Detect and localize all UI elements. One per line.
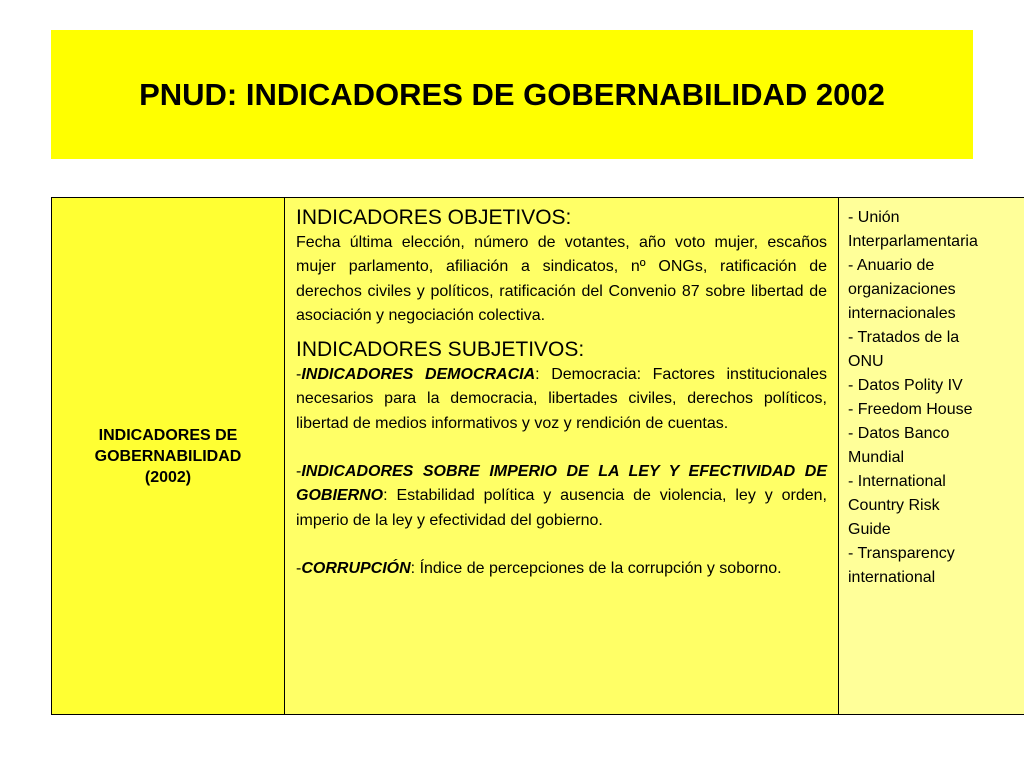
- item-text: : Democracia: Factores institucionales necesarios para la democracia, libertades civiles, derechos políticos, libertad de medios informativos y voz y rendición de cuentas.: [296, 366, 828, 432]
- table-cell-indicators: [285, 198, 839, 715]
- item-label: INDICADORES SOBRE IMPERIO DE LA LEY Y EFECTIVIDAD DE GOBIERNO: [296, 463, 827, 505]
- category-line: (2002): [144, 468, 192, 486]
- source-line: - Datos Polity IV: [848, 377, 963, 394]
- source-line: - Transparency: [848, 545, 955, 562]
- source-line: - Anuario de: [848, 257, 935, 274]
- source-line: - International: [848, 473, 946, 490]
- item-prefix: -: [296, 559, 302, 577]
- source-line: Mundial: [848, 449, 905, 466]
- subjective-item-rule-of-law: [296, 460, 827, 533]
- source-line: - Unión: [848, 209, 900, 226]
- source-line: - Freedom House: [848, 401, 973, 418]
- subjective-item-democracy: [296, 363, 827, 436]
- source-line: international: [848, 569, 936, 586]
- item-label: INDICADORES DEMOCRACIA: [301, 366, 536, 384]
- source-line: internacionales: [848, 305, 956, 322]
- source-line: ONU: [848, 353, 884, 370]
- source-line: Guide: [848, 521, 891, 538]
- item-prefix: -: [296, 463, 302, 481]
- item-label: CORRUPCIÓN: [301, 559, 411, 577]
- objective-text: Fecha última elección, número de votantes, año voto mujer, escaños mujer parlamento, afiliación a sindicatos, nº ONGs, ratificación de derechos civiles y políticos, ratificación del Convenio 87 sobre libertad de asociación y negociación colectiva.: [296, 234, 827, 324]
- source-line: - Datos Banco: [848, 425, 950, 442]
- source-line: organizaciones: [848, 281, 956, 298]
- table-cell-category: [52, 198, 285, 715]
- table-cell-sources: [839, 198, 1024, 715]
- table-row: [52, 198, 1024, 715]
- category-line: GOBERNABILIDAD: [94, 447, 242, 465]
- page-title: PNUD: INDICADORES DE GOBERNABILIDAD 2002: [139, 76, 885, 112]
- title-banner: [51, 30, 973, 159]
- source-line: - Tratados de la: [848, 329, 960, 346]
- source-line: Country Risk: [848, 497, 940, 514]
- category-line: INDICADORES DE: [98, 426, 238, 444]
- indicators-table: [51, 197, 1024, 715]
- item-text: : Índice de percepciones de la corrupción y soborno.: [410, 559, 782, 577]
- objective-heading: INDICADORES OBJETIVOS:: [296, 206, 572, 229]
- item-text: : Estabilidad política y ausencia de violencia, ley y orden, imperio de la ley y efectividad del gobierno.: [296, 487, 827, 529]
- source-line: Interparlamentaria: [848, 233, 978, 250]
- subjective-heading: INDICADORES SUBJETIVOS:: [296, 338, 585, 362]
- item-prefix: -: [296, 366, 302, 384]
- subjective-item-corruption: [296, 557, 827, 581]
